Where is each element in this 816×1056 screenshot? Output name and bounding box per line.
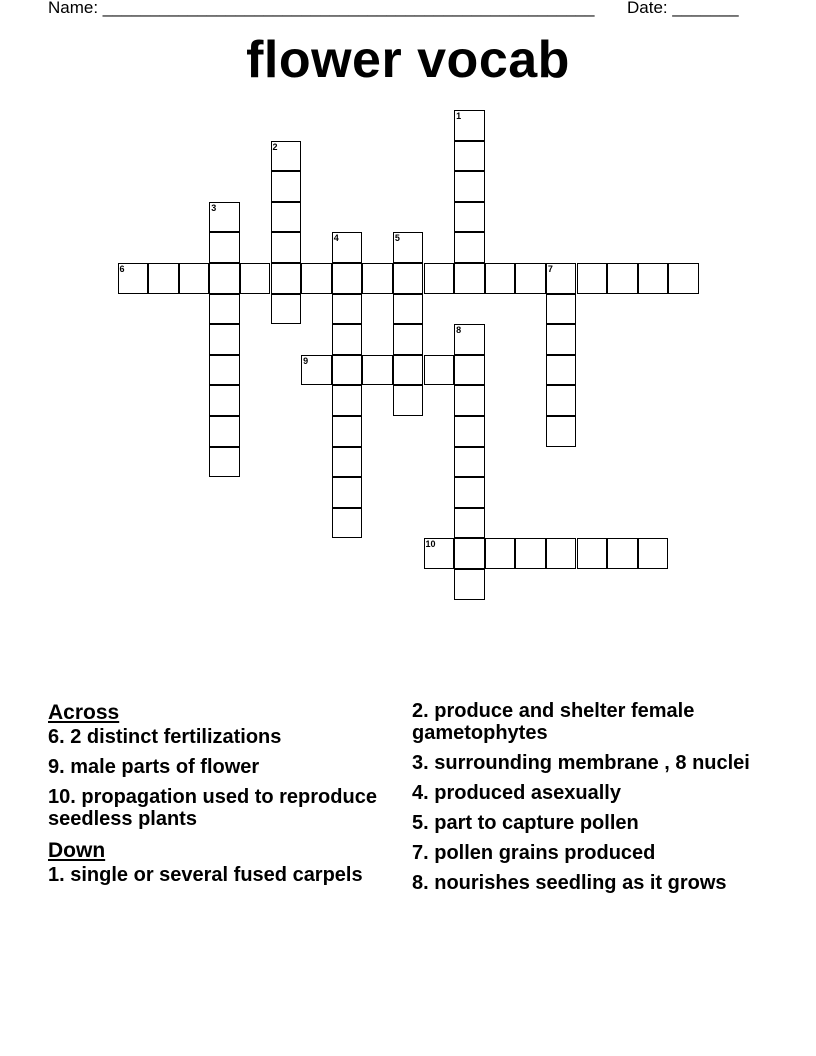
grid-cell[interactable] xyxy=(454,355,485,386)
grid-cell[interactable] xyxy=(454,263,485,294)
clue-text: produce and shelter female gametophytes xyxy=(412,700,695,744)
clue-number: 2. xyxy=(412,700,429,722)
grid-cell[interactable] xyxy=(271,263,302,294)
clue-number: 5. xyxy=(412,812,429,834)
clue-number: 1. xyxy=(48,864,65,886)
grid-cell[interactable] xyxy=(393,324,424,355)
clue-number: 9. xyxy=(48,756,65,778)
grid-cell[interactable] xyxy=(454,110,485,141)
clue-number-label: 9 xyxy=(303,355,309,366)
clue-text: single or several fused carpels xyxy=(70,864,363,886)
down-heading: Down xyxy=(48,839,106,862)
grid-cell[interactable] xyxy=(454,569,485,600)
clue-number: 3. xyxy=(412,752,429,774)
clue-number-label: 6 xyxy=(119,264,125,274)
grid-cell[interactable] xyxy=(332,508,363,539)
grid-cell[interactable] xyxy=(485,538,516,569)
grid-cell[interactable] xyxy=(209,355,240,386)
clue-text: nourishes seedling as it grows xyxy=(434,872,727,894)
grid-cell[interactable] xyxy=(332,385,363,416)
grid-cell[interactable] xyxy=(271,141,302,172)
grid-cell[interactable] xyxy=(209,294,240,325)
clue-number-label: 3 xyxy=(211,202,217,213)
grid-cell[interactable] xyxy=(393,294,424,325)
grid-cell[interactable] xyxy=(454,447,485,478)
clue-text: surrounding membrane , 8 nuclei xyxy=(434,752,750,774)
grid-cell[interactable] xyxy=(209,324,240,355)
clue-number-label: 2 xyxy=(272,141,278,152)
clue-text: propagation used to reproduce seedless plants xyxy=(48,786,377,830)
grid-cell[interactable] xyxy=(362,355,393,386)
grid-cell[interactable] xyxy=(546,294,577,325)
grid-cell[interactable] xyxy=(454,477,485,508)
grid-cell[interactable] xyxy=(546,355,577,386)
clue-number-label: 1 xyxy=(456,111,462,121)
clue-number: 4. xyxy=(412,782,429,804)
grid-cell[interactable] xyxy=(332,477,363,508)
grid-cell[interactable] xyxy=(454,171,485,202)
grid-cell[interactable] xyxy=(332,355,363,386)
grid-cell[interactable] xyxy=(485,263,516,294)
grid-cell[interactable] xyxy=(393,232,424,263)
date-field: Date: _______ xyxy=(627,0,739,17)
clue-down-3 xyxy=(412,752,762,774)
clue-number-label: 5 xyxy=(394,233,400,244)
clue-down-2 xyxy=(412,700,762,744)
grid-cell[interactable] xyxy=(332,416,363,447)
grid-cell[interactable] xyxy=(271,232,302,263)
clue-number-label: 4 xyxy=(333,233,339,244)
clue-text: male parts of flower xyxy=(70,756,260,778)
grid-cell[interactable] xyxy=(209,202,240,233)
clue-down-1 xyxy=(48,864,408,886)
page-title: flower vocab xyxy=(246,31,570,89)
grid-cell[interactable] xyxy=(668,263,699,294)
grid-cell[interactable] xyxy=(454,232,485,263)
clue-text: part to capture pollen xyxy=(434,812,639,834)
grid-cell[interactable] xyxy=(454,141,485,172)
clue-number: 10. xyxy=(48,786,76,808)
clues-left-column xyxy=(48,700,408,894)
grid-cell[interactable] xyxy=(209,416,240,447)
grid-cell[interactable] xyxy=(240,263,271,294)
grid-cell[interactable] xyxy=(546,263,577,294)
grid-cell[interactable] xyxy=(301,263,332,294)
grid-cell[interactable] xyxy=(546,385,577,416)
grid-cell[interactable] xyxy=(271,171,302,202)
grid-cell[interactable] xyxy=(271,202,302,233)
clue-number-label: 10 xyxy=(425,539,436,550)
grid-cell[interactable] xyxy=(332,447,363,478)
grid-cell[interactable] xyxy=(332,232,363,263)
grid-cell[interactable] xyxy=(424,538,455,569)
grid-cell[interactable] xyxy=(577,263,608,294)
name-field: Name: ____________________________________________________ xyxy=(48,0,595,17)
grid-cell[interactable] xyxy=(454,324,485,355)
grid-cell[interactable] xyxy=(179,263,210,294)
clue-text: pollen grains produced xyxy=(434,842,656,864)
grid-cell[interactable] xyxy=(209,447,240,478)
grid-cell[interactable] xyxy=(515,538,546,569)
grid-cell[interactable] xyxy=(118,263,149,294)
grid-cell[interactable] xyxy=(607,538,638,569)
grid-cell[interactable] xyxy=(454,385,485,416)
grid-cell[interactable] xyxy=(393,263,424,294)
grid-cell[interactable] xyxy=(454,416,485,447)
grid-cell[interactable] xyxy=(454,508,485,539)
clue-text: produced asexually xyxy=(434,782,621,804)
clue-down-8 xyxy=(412,872,762,894)
grid-cell[interactable] xyxy=(638,263,669,294)
clue-down-7 xyxy=(412,842,762,864)
grid-cell[interactable] xyxy=(424,263,455,294)
grid-cell[interactable] xyxy=(515,263,546,294)
clue-across-10 xyxy=(48,786,408,830)
grid-cell[interactable] xyxy=(209,232,240,263)
grid-cell[interactable] xyxy=(424,355,455,386)
clue-down-4 xyxy=(412,782,762,804)
grid-cell[interactable] xyxy=(454,538,485,569)
grid-cell[interactable] xyxy=(607,263,638,294)
grid-cell[interactable] xyxy=(209,263,240,294)
grid-cell[interactable] xyxy=(362,263,393,294)
clues-right-column xyxy=(412,700,762,902)
grid-cell[interactable] xyxy=(546,324,577,355)
grid-cell[interactable] xyxy=(577,538,608,569)
grid-cell[interactable] xyxy=(301,355,332,386)
clue-number: 6. xyxy=(48,726,65,748)
grid-cell[interactable] xyxy=(332,294,363,325)
clue-number-label: 7 xyxy=(547,264,553,274)
grid-cell[interactable] xyxy=(209,385,240,416)
grid-cell[interactable] xyxy=(271,294,302,325)
grid-cell[interactable] xyxy=(393,355,424,386)
grid-cell[interactable] xyxy=(332,263,363,294)
clue-number-label: 8 xyxy=(456,325,462,336)
clue-across-6 xyxy=(48,726,408,748)
clue-number: 8. xyxy=(412,872,429,894)
clue-down-5 xyxy=(412,812,762,834)
clue-text: 2 distinct fertilizations xyxy=(70,726,282,748)
clue-number: 7. xyxy=(412,842,429,864)
grid-cell[interactable] xyxy=(546,416,577,447)
grid-cell[interactable] xyxy=(148,263,179,294)
across-heading: Across xyxy=(48,701,120,724)
grid-cell[interactable] xyxy=(332,324,363,355)
grid-cell[interactable] xyxy=(546,538,577,569)
grid-cell[interactable] xyxy=(393,385,424,416)
grid-cell[interactable] xyxy=(454,202,485,233)
clue-across-9 xyxy=(48,756,408,778)
grid-cell[interactable] xyxy=(638,538,669,569)
